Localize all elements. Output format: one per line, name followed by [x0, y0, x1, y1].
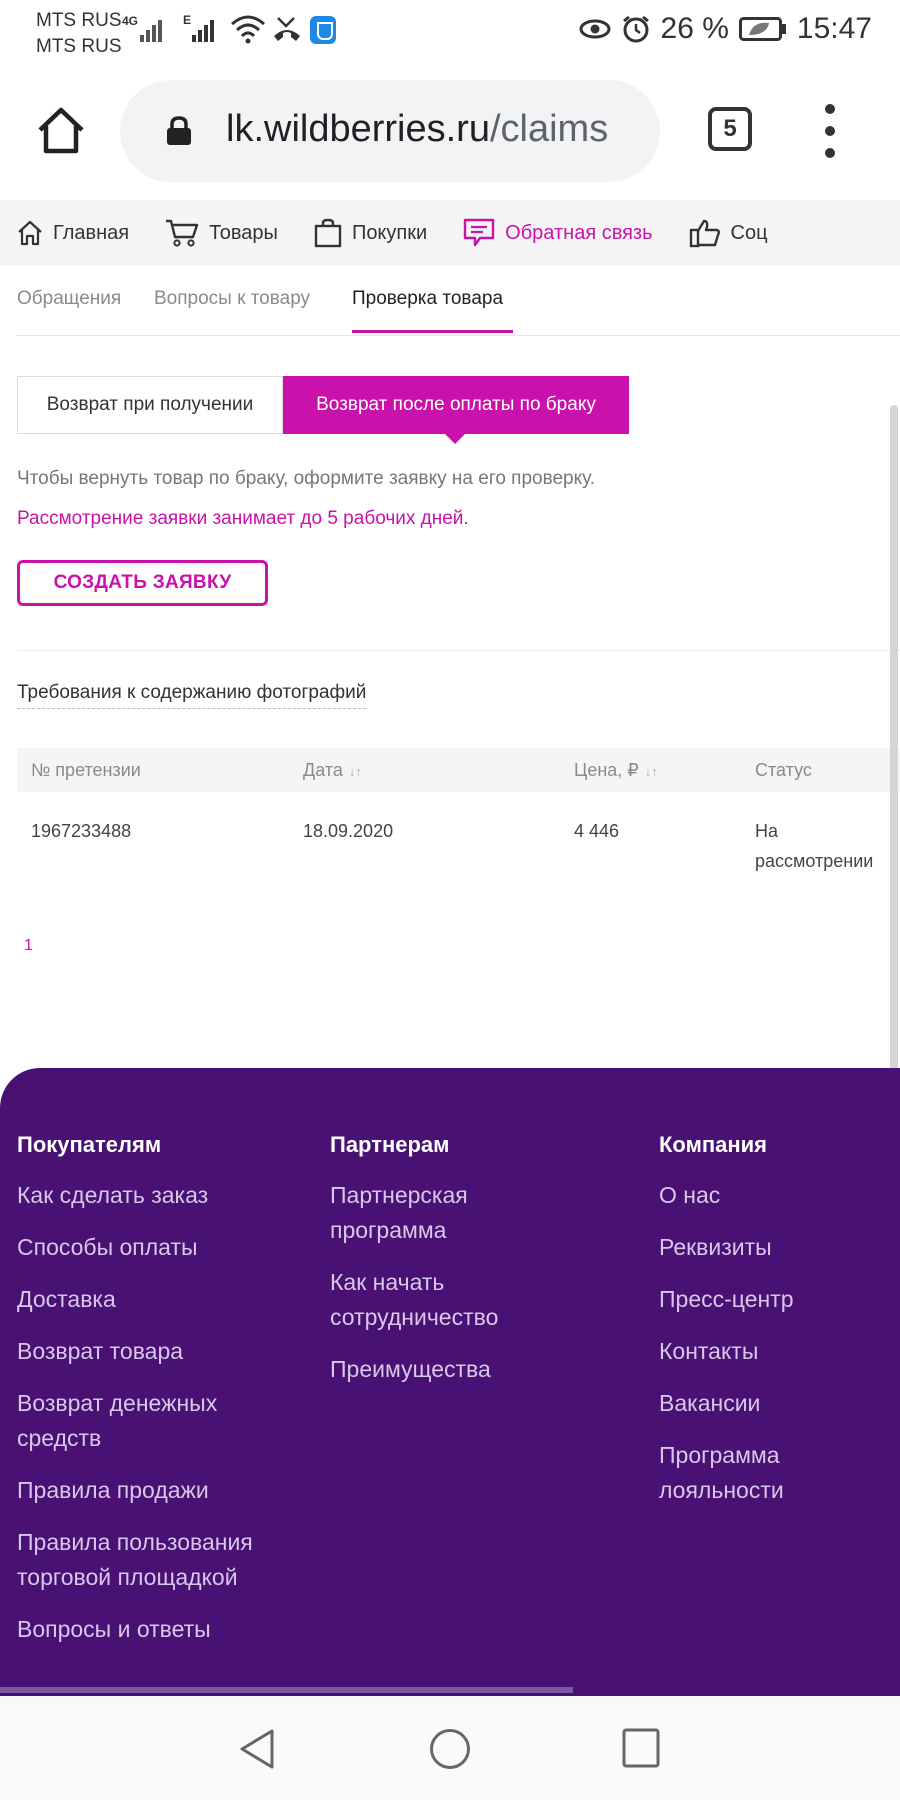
- footer-link[interactable]: Вопросы и ответы: [17, 1616, 211, 1642]
- claim-number: 1967233488: [31, 821, 132, 841]
- url-text: [226, 108, 608, 151]
- wifi-icon: [230, 14, 266, 44]
- footer-link[interactable]: Партнерская программа: [330, 1182, 468, 1243]
- android-navigation-bar: [0, 1696, 900, 1800]
- url-domain: lk.wildberries.ru: [226, 108, 490, 150]
- status-right: [579, 12, 872, 46]
- return-on-receipt-button[interactable]: Возврат при получении: [17, 376, 283, 434]
- active-tab-underline: [352, 330, 513, 333]
- tab-switcher-button[interactable]: 5: [708, 107, 752, 151]
- browser-toolbar: [0, 62, 900, 200]
- browser-home-icon[interactable]: [36, 106, 86, 154]
- column-header-date-label: Дата: [303, 760, 343, 780]
- bag-icon: [314, 218, 342, 248]
- carrier-1: MTS RUS: [36, 10, 122, 31]
- top-navigation: [0, 200, 900, 266]
- home-icon: [17, 220, 43, 246]
- footer-link[interactable]: Пресс-центр: [659, 1286, 794, 1312]
- footer-link[interactable]: Правила пользования торговой площадкой: [17, 1529, 253, 1590]
- footer-column-partners: [330, 1132, 498, 1404]
- review-time-text: Рассмотрение заявки занимает до 5 рабочих дней.: [17, 508, 469, 529]
- home-circle-icon[interactable]: [429, 1728, 471, 1770]
- claim-date: 18.09.2020: [303, 821, 394, 841]
- footer-link[interactable]: Программа лояльности: [659, 1442, 784, 1503]
- url-path: /claims: [489, 108, 609, 150]
- column-header-price[interactable]: [574, 760, 658, 781]
- address-bar[interactable]: [120, 80, 660, 182]
- return-type-toggle: [17, 376, 629, 434]
- footer-link[interactable]: Возврат товара: [17, 1338, 184, 1364]
- tab-product-questions[interactable]: Вопросы к товару: [154, 288, 311, 309]
- footer-link[interactable]: Способы оплаты: [17, 1234, 198, 1260]
- footer-link[interactable]: Правила продажи: [17, 1477, 209, 1503]
- status-bar: [0, 0, 900, 62]
- table-row[interactable]: [17, 792, 900, 892]
- footer-heading: Компания: [659, 1132, 768, 1157]
- footer-link[interactable]: Как сделать заказ: [17, 1182, 209, 1208]
- table-header: [17, 748, 900, 792]
- browser-menu-icon[interactable]: [820, 104, 840, 158]
- footer-link[interactable]: Вакансии: [659, 1390, 761, 1416]
- create-claim-button[interactable]: СОЗДАТЬ ЗАЯВКУ: [17, 560, 268, 606]
- battery-percent: 26 %: [660, 12, 729, 45]
- clock: 15:47: [796, 12, 872, 45]
- footer-link[interactable]: О нас: [659, 1182, 721, 1208]
- nav-label: Товары: [209, 221, 278, 244]
- nav-item-purchases[interactable]: [314, 218, 427, 248]
- lock-icon: [166, 116, 192, 146]
- column-header-status: Статус: [755, 760, 812, 780]
- nav-label: Соц: [730, 221, 768, 244]
- tab-product-check[interactable]: Проверка товара: [352, 288, 504, 309]
- signal-icon: [192, 16, 222, 42]
- column-header-price-label: Цена, ₽: [574, 760, 639, 780]
- footer-link[interactable]: Возврат денежных средств: [17, 1390, 218, 1451]
- feedback-icon: [463, 218, 495, 248]
- footer-link[interactable]: Реквизиты: [659, 1234, 772, 1260]
- footer-link[interactable]: Доставка: [17, 1286, 116, 1312]
- footer: [0, 1068, 900, 1696]
- footer-column-company: [659, 1132, 794, 1525]
- sort-icon[interactable]: ↓↑: [348, 764, 362, 779]
- network-type-2: E: [183, 13, 192, 27]
- pagination-page[interactable]: 1: [24, 937, 33, 954]
- divider: [17, 650, 900, 651]
- carrier-names: [36, 8, 122, 60]
- footer-heading: Покупателям: [17, 1132, 162, 1157]
- horizontal-scrollbar[interactable]: [0, 1687, 573, 1693]
- cart-icon: [165, 218, 199, 248]
- nav-label: Покупки: [351, 221, 428, 244]
- battery-saver-icon: [739, 17, 787, 41]
- info-text: Чтобы вернуть товар по браку, оформите заявку на его проверку.: [17, 468, 596, 489]
- thumbs-up-icon: [689, 218, 721, 248]
- nav-item-home[interactable]: [17, 220, 129, 246]
- nav-label: Обратная связь: [505, 221, 653, 244]
- claim-price: 4 446: [574, 821, 620, 841]
- carrier-2: MTS RUS: [36, 36, 122, 57]
- return-defect-button[interactable]: Возврат после оплаты по браку: [283, 376, 629, 434]
- footer-link[interactable]: Как начать сотрудничество: [330, 1269, 499, 1330]
- nav-item-goods[interactable]: [165, 218, 278, 248]
- footer-heading: Партнерам: [330, 1132, 450, 1157]
- eye-icon: [579, 18, 611, 40]
- photo-requirements-link[interactable]: Требования к содержанию фотографий: [17, 682, 366, 709]
- network-type-1: 4G: [122, 14, 139, 28]
- footer-column-buyers: [17, 1132, 253, 1664]
- signal-icon: [140, 16, 170, 42]
- nav-item-feedback[interactable]: [463, 218, 652, 248]
- nav-item-social[interactable]: [689, 218, 768, 248]
- alarm-icon: [621, 14, 651, 44]
- column-header-date[interactable]: [303, 760, 362, 781]
- column-header-claim: № претензии: [31, 760, 141, 780]
- footer-link[interactable]: Преимущества: [330, 1356, 491, 1382]
- footer-link[interactable]: Контакты: [659, 1338, 759, 1364]
- security-app-icon: [310, 16, 336, 44]
- claim-status: На рассмотрении: [755, 821, 874, 871]
- missed-call-icon: [272, 14, 302, 44]
- back-icon[interactable]: [238, 1728, 276, 1770]
- sub-tabs: [17, 266, 900, 336]
- sort-icon[interactable]: ↓↑: [644, 764, 658, 779]
- recent-apps-icon[interactable]: [622, 1728, 660, 1768]
- tab-claims[interactable]: Обращения: [17, 288, 122, 309]
- nav-label: Главная: [53, 221, 130, 244]
